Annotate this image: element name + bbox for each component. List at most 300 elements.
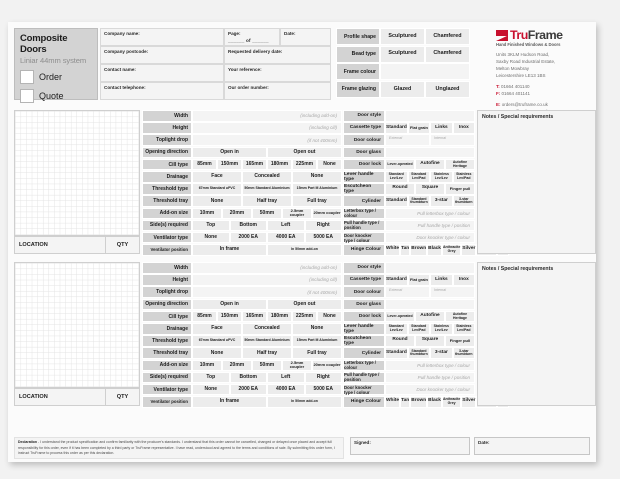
row-option[interactable]: 20mm coupler: [312, 360, 342, 372]
declaration-text: [14, 437, 344, 459]
row-option[interactable]: 10mm: [192, 208, 222, 220]
row-label: Cill type: [142, 159, 192, 171]
option-row-threshold-tray: [142, 347, 342, 359]
row-option[interactable]: Autofine: [415, 311, 445, 323]
form-title-box: [14, 28, 98, 100]
row-option[interactable]: 225mm: [292, 311, 317, 323]
row-option[interactable]: None: [292, 323, 342, 335]
row-input[interactable]: [385, 110, 475, 122]
row-option[interactable]: In 50mm add-on: [267, 244, 342, 256]
row-option[interactable]: Standard Lev/Lev: [385, 323, 408, 335]
option-row-threshold-type: [142, 183, 342, 195]
row-option[interactable]: 67mm Standard uPVC: [192, 335, 242, 347]
row-label: Cassette type: [343, 122, 385, 134]
row-option[interactable]: Autofine Heritage: [445, 311, 475, 323]
row-option[interactable]: Open out: [267, 299, 342, 311]
row-option[interactable]: 2000 EA: [230, 384, 268, 396]
row-option[interactable]: 165mm: [242, 311, 267, 323]
form-header: [14, 28, 590, 107]
row-label: Door glass: [343, 299, 385, 311]
declaration-section: [14, 437, 590, 459]
option-row-add-on-size: [142, 208, 342, 220]
row-option[interactable]: None: [317, 159, 342, 171]
profile-option[interactable]: Unglazed: [425, 81, 470, 98]
row-label: Opening direction: [142, 147, 192, 159]
page-subtitle: Liniar 44mm system: [20, 56, 87, 65]
option-row-ventilator-type: [142, 232, 342, 244]
row-option[interactable]: 15mm Part M Aluminium: [292, 183, 342, 195]
row-option[interactable]: Tan: [400, 396, 410, 408]
row-label: Drainage: [142, 323, 192, 335]
order-label: Order: [39, 72, 63, 82]
row-option[interactable]: 180mm: [267, 159, 292, 171]
profile-input[interactable]: [380, 63, 470, 80]
option-row-threshold-tray: [142, 195, 342, 207]
profile-label: Frame colour: [336, 63, 380, 80]
option-row-cassette-type: [343, 122, 475, 134]
row-label: Threshold tray: [142, 195, 192, 207]
option-row-side-s-required: [142, 372, 342, 384]
tel-value: 01664 401140: [501, 83, 530, 89]
drawing-grid-2[interactable]: [14, 262, 140, 388]
row-label: Side(s) required: [142, 372, 192, 384]
option-row-cylinder: [343, 195, 475, 207]
row-option[interactable]: Finger pull: [445, 335, 475, 347]
row-label: Pull handle type / position: [343, 220, 385, 232]
option-row-lever-handle-type: [343, 171, 475, 183]
brand-address-line-1: Saxby Road Industrial Estate,: [496, 58, 556, 64]
row-option[interactable]: Face: [192, 171, 242, 183]
declaration-body: - I understand the product specification and confirm familiarity with the producer's standards. I understand that this order cannot be cancelled, changed or delayed once placed and accept full responsibility for this order, even if it has been completed by a third party or TruFrame representative. I have read, understood and agreed to the terms and conditions of sale. By submitting this order form, I instruct TruFrame to process this order as per this declaration.: [18, 440, 335, 456]
row-option[interactable]: Tan: [400, 244, 410, 256]
row-option[interactable]: 50mm: [252, 360, 282, 372]
row-label: Door style: [343, 262, 385, 274]
option-row-door-lock: [343, 311, 475, 323]
row-option[interactable]: Bottom: [230, 220, 268, 232]
option-row-drainage: [142, 171, 342, 183]
page-label: Page:: [228, 31, 241, 36]
option-row-height: [142, 274, 342, 286]
row-option[interactable]: 150mm: [217, 311, 242, 323]
row-option[interactable]: 85mm: [192, 159, 217, 171]
row-option[interactable]: Stainless Lev/Lev: [430, 171, 453, 183]
option-row-cill-type: [142, 159, 342, 171]
brand-phone-lines: [496, 84, 596, 98]
row-input[interactable]: (if not 400mm): [192, 286, 342, 298]
profile-label: Frame glazing: [336, 81, 380, 98]
option-row-toplight-drop: [142, 286, 342, 298]
row-option[interactable]: 3-star: [430, 195, 452, 207]
row-label: Cassette type: [343, 274, 385, 286]
brand-name-part1: Tru: [510, 28, 528, 42]
row-input[interactable]: Pull handle type / position: [385, 220, 475, 232]
row-option[interactable]: 165mm: [242, 159, 267, 171]
row-label: Pull handle type / position: [343, 372, 385, 384]
email-prefix: E:: [496, 101, 501, 107]
row-option[interactable]: Inox: [453, 274, 475, 286]
row-label: Ventilator type: [142, 232, 192, 244]
row-input[interactable]: [385, 147, 475, 159]
option-row-side-s-required: [142, 220, 342, 232]
row-label: Escutcheon type: [343, 183, 385, 195]
option-row-door-knocker-type-colour: [343, 232, 475, 244]
row-option[interactable]: 85mm: [192, 311, 217, 323]
contact-telephone-field[interactable]: Contact telephone:: [100, 82, 224, 100]
row-label: Threshold tray: [142, 347, 192, 359]
row-option[interactable]: Anthracite Grey: [442, 396, 461, 408]
row-option[interactable]: None: [192, 232, 230, 244]
page-field[interactable]: [224, 28, 280, 46]
row-option[interactable]: White: [385, 244, 400, 256]
company-postcode-field[interactable]: Company postcode:: [100, 46, 224, 64]
row-label: Add-on size: [142, 208, 192, 220]
row-option[interactable]: Standard: [385, 347, 408, 359]
profile-option[interactable]: Glazed: [380, 81, 425, 98]
quote-checkbox-row[interactable]: [20, 89, 92, 103]
email-value[interactable]: orders@truframe.co.uk: [501, 101, 548, 107]
our-order-number-field[interactable]: Our order number:: [224, 82, 331, 100]
row-option[interactable]: Finger pull: [445, 183, 475, 195]
your-reference-field[interactable]: Your reference:: [224, 64, 331, 82]
row-label: Door colour: [343, 286, 385, 298]
profile-label: Bead type: [336, 46, 380, 63]
row-option[interactable]: 20mm coupler: [312, 208, 342, 220]
option-row-cill-type: [142, 311, 342, 323]
brand-tagline: Hand Finished Windows & Doors: [496, 42, 561, 47]
row-label: Width: [142, 262, 192, 274]
option-row-door-glass: [343, 147, 475, 159]
option-row-door-knocker-type-colour: [343, 384, 475, 396]
row-label: Door lock: [343, 159, 385, 171]
row-label: Hinge Colour: [343, 244, 385, 256]
row-option[interactable]: 5000 EA: [305, 232, 343, 244]
row-option[interactable]: Silver: [461, 244, 476, 256]
row-label: Door glass: [343, 147, 385, 159]
profile-option[interactable]: Sculptured: [380, 46, 425, 63]
brand-block: [496, 30, 596, 116]
location-bar-1: [14, 236, 140, 254]
row-option[interactable]: None: [317, 311, 342, 323]
row-label: Ventilator position: [142, 396, 192, 408]
profile-options-table: [336, 28, 470, 100]
row-option[interactable]: 20mm: [222, 360, 252, 372]
option-row-door-lock: [343, 159, 475, 171]
order-checkbox[interactable]: [20, 70, 34, 84]
row-option[interactable]: Left: [267, 220, 305, 232]
row-input[interactable]: Pull letterbox type / colour: [385, 208, 475, 220]
row-option[interactable]: Black: [427, 244, 442, 256]
row-label: Lever handle type: [343, 171, 385, 183]
row-option[interactable]: None: [192, 195, 242, 207]
row-option[interactable]: Left: [267, 372, 305, 384]
option-row-hinge-colour: [343, 396, 475, 408]
row-option[interactable]: 150mm: [217, 159, 242, 171]
row-label: Cill type: [142, 311, 192, 323]
option-row-pull-handle-type-position: [343, 372, 475, 384]
row-option[interactable]: None: [192, 384, 230, 396]
row-label: Threshold type: [142, 183, 192, 195]
row-option[interactable]: In 50mm add-on: [267, 396, 342, 408]
fax-value: 01664 401141: [501, 90, 530, 96]
row-option[interactable]: Standard: [385, 274, 408, 286]
row-option[interactable]: Flat grain: [408, 122, 430, 134]
option-row-opening-direction: [142, 147, 342, 159]
row-option[interactable]: Standard Lev/Pad: [408, 171, 431, 183]
company-fields: [100, 28, 331, 100]
row-option[interactable]: Standard thumbturn: [408, 347, 430, 359]
row-option[interactable]: 5000 EA: [305, 384, 343, 396]
row-option[interactable]: Round: [385, 335, 415, 347]
row-label: Width: [142, 110, 192, 122]
fax-prefix: F:: [496, 90, 501, 96]
row-label: Toplight drop: [142, 134, 192, 146]
row-option[interactable]: 15mm Part M Aluminium: [292, 335, 342, 347]
row-label: Drainage: [142, 171, 192, 183]
option-row-width: [142, 110, 342, 122]
row-option[interactable]: None: [292, 171, 342, 183]
row-input[interactable]: (including add-on): [192, 262, 342, 274]
row-option[interactable]: Concealed: [242, 323, 292, 335]
contact-name-field[interactable]: Contact name:: [100, 64, 224, 82]
row-option[interactable]: Right: [305, 372, 343, 384]
row-option[interactable]: 4000 EA: [267, 384, 305, 396]
right-options-table-1: [343, 110, 475, 256]
row-option[interactable]: Standard: [385, 195, 408, 207]
option-row-escutcheon-type: [343, 335, 475, 347]
row-option[interactable]: Full tray: [292, 195, 342, 207]
notes-heading-2: Notes / Special requirements: [482, 266, 554, 272]
location-bar-2: [14, 388, 140, 406]
brand-name-part2: Frame: [527, 28, 563, 42]
row-option[interactable]: Bottom: [230, 372, 268, 384]
row-option[interactable]: 3-star thumbturn: [453, 347, 475, 359]
tel-prefix: T:: [496, 83, 500, 89]
row-option[interactable]: 2000 EA: [230, 232, 268, 244]
row-input[interactable]: (including cill): [192, 274, 342, 286]
date-signed-field[interactable]: Date:: [474, 437, 590, 455]
row-label: Door style: [343, 110, 385, 122]
row-input[interactable]: Internal: [430, 286, 475, 298]
row-label: Ventilator type: [142, 384, 192, 396]
row-option[interactable]: 50mm Standard Aluminium: [242, 335, 292, 347]
row-option[interactable]: White: [385, 396, 400, 408]
row-label: Door colour: [343, 134, 385, 146]
row-option[interactable]: 10mm: [192, 360, 222, 372]
row-label: Ventilator position: [142, 244, 192, 256]
requested-delivery-date-field[interactable]: Requested delivery date:: [224, 46, 331, 64]
date-field[interactable]: Date:: [280, 28, 331, 46]
option-row-door-style: [343, 110, 475, 122]
row-option[interactable]: Inox: [453, 122, 475, 134]
row-option[interactable]: Open in: [192, 147, 267, 159]
option-row-pull-handle-type-position: [343, 220, 475, 232]
row-option[interactable]: Full tray: [292, 347, 342, 359]
option-row-threshold-type: [142, 335, 342, 347]
row-option[interactable]: Links: [430, 122, 452, 134]
brand-address: [496, 52, 596, 80]
profile-option[interactable]: Chamfered: [425, 28, 470, 45]
option-row-lever-handle-type: [343, 323, 475, 335]
row-option[interactable]: 3-star: [430, 347, 452, 359]
row-option[interactable]: 3-star thumbturn: [453, 195, 475, 207]
row-option[interactable]: Standard thumbturn: [408, 195, 430, 207]
option-row-ventilator-position: [142, 244, 342, 256]
option-row-drainage: [142, 323, 342, 335]
row-option[interactable]: Square: [415, 335, 445, 347]
row-option[interactable]: Open out: [267, 147, 342, 159]
location-label-1[interactable]: LOCATION: [19, 242, 48, 248]
row-label: Door knocker type / colour: [343, 384, 385, 396]
quote-checkbox[interactable]: [20, 89, 34, 103]
option-row-width: [142, 262, 342, 274]
row-option[interactable]: 4000 EA: [267, 232, 305, 244]
row-option[interactable]: Stainless Lev/Pad: [453, 171, 476, 183]
option-row-door-colour: [343, 286, 475, 298]
row-option[interactable]: Right: [305, 220, 343, 232]
brand-address-line-3: Leicestershire LE13 1BS: [496, 72, 546, 78]
declaration-heading: Declaration: [18, 440, 38, 444]
option-row-letterbox-type-colour: [343, 208, 475, 220]
row-option[interactable]: Stainless Lev/Lev: [430, 323, 453, 335]
order-block-2: [14, 262, 590, 407]
row-label: Cylinder: [343, 195, 385, 207]
option-row-door-style: [343, 262, 475, 274]
row-input[interactable]: Pull letterbox type / colour: [385, 360, 475, 372]
row-input[interactable]: External: [385, 134, 430, 146]
location-label-2[interactable]: LOCATION: [19, 394, 48, 400]
left-options-table-1: [142, 110, 342, 256]
truframe-logo-icon: [496, 30, 508, 41]
row-label: Door knocker type / colour: [343, 232, 385, 244]
row-input[interactable]: Door knocker type / colour: [385, 384, 475, 396]
row-input[interactable]: (including add-on): [192, 110, 342, 122]
row-option[interactable]: Concealed: [242, 171, 292, 183]
profile-row-bead-type: [336, 46, 470, 63]
row-option[interactable]: 20mm: [222, 208, 252, 220]
order-form-sheet: [8, 22, 596, 462]
row-label: Letterbox type / colour: [343, 360, 385, 372]
row-input[interactable]: Pull handle type / position: [385, 372, 475, 384]
option-row-hinge-colour: [343, 244, 475, 256]
row-option[interactable]: 67mm Standard uPVC: [192, 183, 242, 195]
option-row-escutcheon-type: [343, 183, 475, 195]
option-row-add-on-size: [142, 360, 342, 372]
row-option[interactable]: In frame: [192, 244, 267, 256]
left-options-table-2: [142, 262, 342, 408]
row-option[interactable]: Flat grain: [408, 274, 430, 286]
order-block-1: [14, 110, 590, 255]
row-option[interactable]: None: [192, 347, 242, 359]
drawing-grid-1[interactable]: [14, 110, 140, 236]
option-row-cylinder: [343, 347, 475, 359]
quote-label: Quote: [39, 91, 64, 101]
row-label: Toplight drop: [142, 286, 192, 298]
row-option[interactable]: Autofine: [415, 159, 445, 171]
row-option[interactable]: Stainless Lev/Pad: [453, 323, 476, 335]
row-option[interactable]: 2.5mm coupler: [282, 360, 312, 372]
row-label: Letterbox type / colour: [343, 208, 385, 220]
page-title: Composite Doors: [20, 33, 68, 55]
qty-label-1[interactable]: QTY: [105, 237, 139, 253]
row-option[interactable]: Black: [427, 396, 442, 408]
row-option[interactable]: Brown: [410, 244, 427, 256]
row-option[interactable]: 225mm: [292, 159, 317, 171]
row-label: Side(s) required: [142, 220, 192, 232]
row-input[interactable]: External: [385, 286, 430, 298]
row-option[interactable]: Open in: [192, 299, 267, 311]
row-input[interactable]: [385, 299, 475, 311]
row-option[interactable]: 180mm: [267, 311, 292, 323]
profile-row-frame-glazing: [336, 81, 470, 98]
row-label: Threshold type: [142, 335, 192, 347]
option-row-door-glass: [343, 299, 475, 311]
row-input[interactable]: (including cill): [192, 122, 342, 134]
row-option[interactable]: Standard Lev/Lev: [385, 171, 408, 183]
profile-row-frame-colour: [336, 63, 470, 80]
option-row-cassette-type: [343, 274, 475, 286]
profile-option[interactable]: Sculptured: [380, 28, 425, 45]
row-label: Opening direction: [142, 299, 192, 311]
option-row-ventilator-position: [142, 396, 342, 408]
option-row-opening-direction: [142, 299, 342, 311]
row-option[interactable]: 2.5mm coupler: [282, 208, 312, 220]
row-option[interactable]: 50mm Standard Aluminium: [242, 183, 292, 195]
row-option[interactable]: Half tray: [242, 347, 292, 359]
row-label: Hinge Colour: [343, 396, 385, 408]
row-option[interactable]: Top: [192, 220, 230, 232]
option-row-ventilator-type: [142, 384, 342, 396]
row-option[interactable]: Lever-operated: [385, 159, 415, 171]
signed-field[interactable]: Signed:: [350, 437, 470, 455]
row-option[interactable]: Half tray: [242, 195, 292, 207]
row-option[interactable]: In frame: [192, 396, 267, 408]
option-row-letterbox-type-colour: [343, 360, 475, 372]
qty-label-2[interactable]: QTY: [105, 389, 139, 405]
row-option[interactable]: 50mm: [252, 208, 282, 220]
row-option[interactable]: Silver: [461, 396, 476, 408]
row-option[interactable]: Links: [430, 274, 452, 286]
brand-address-line-0: Units 3KLM Hudson Road,: [496, 52, 550, 57]
brand-address-line-2: Melton Mowbray: [496, 65, 530, 71]
row-input[interactable]: [385, 262, 475, 274]
row-option[interactable]: Standard Lev/Pad: [408, 323, 431, 335]
row-input[interactable]: (if not 400mm): [192, 134, 342, 146]
right-options-table-2: [343, 262, 475, 408]
row-option[interactable]: Face: [192, 323, 242, 335]
row-label: Add-on size: [142, 360, 192, 372]
row-option[interactable]: Brown: [410, 396, 427, 408]
row-option[interactable]: Round: [385, 183, 415, 195]
row-input[interactable]: Door knocker type / colour: [385, 232, 475, 244]
row-option[interactable]: Autofine Heritage: [445, 159, 475, 171]
row-option[interactable]: Standard: [385, 122, 408, 134]
row-option[interactable]: Anthracite Grey: [442, 244, 461, 256]
profile-option[interactable]: Chamfered: [425, 46, 470, 63]
row-label: Door lock: [343, 311, 385, 323]
company-name-field[interactable]: Company name:: [100, 28, 224, 46]
row-option[interactable]: Lever-operated: [385, 311, 415, 323]
row-label: Height: [142, 274, 192, 286]
row-label: Escutcheon type: [343, 335, 385, 347]
row-label: Lever handle type: [343, 323, 385, 335]
row-option[interactable]: Top: [192, 372, 230, 384]
order-checkbox-row[interactable]: [20, 70, 92, 84]
notes-panel-2[interactable]: [477, 262, 596, 406]
row-option[interactable]: Square: [415, 183, 445, 195]
notes-panel-1[interactable]: [477, 110, 596, 254]
option-row-height: [142, 122, 342, 134]
row-input[interactable]: Internal: [430, 134, 475, 146]
